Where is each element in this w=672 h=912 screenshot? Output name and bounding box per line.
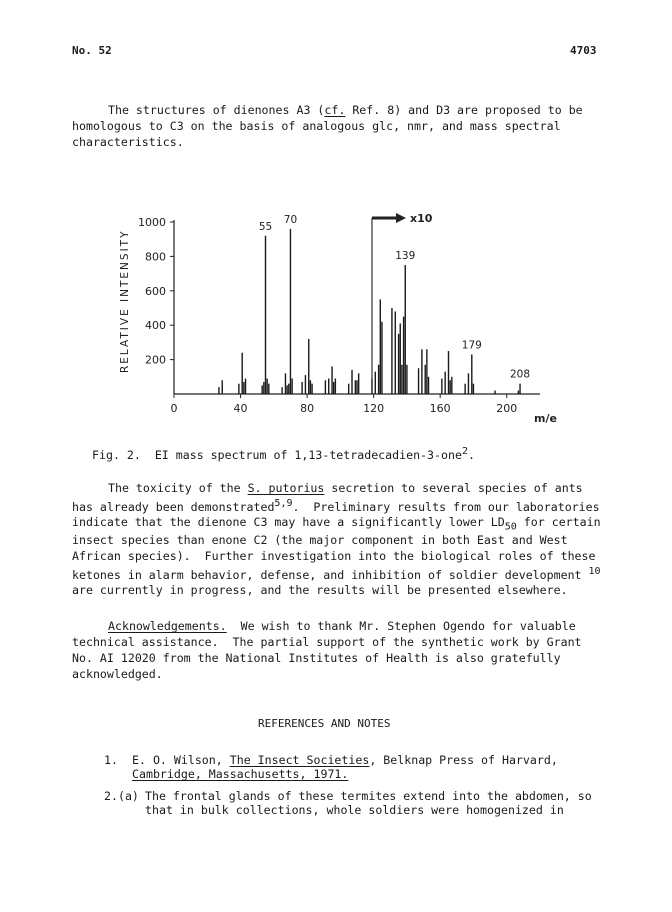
book-title: The Insect Societies (229, 753, 370, 767)
species-name: S. putorius (247, 481, 325, 495)
text-run: Ref. 8) and D3 are proposed to be (345, 103, 583, 117)
text-run: The structures of dienones A3 ( (108, 103, 325, 117)
y-tick-label: 600 (145, 284, 166, 298)
x-tick-label: 40 (233, 402, 248, 415)
paragraph-2-line-7: are currently in progress, and the results will be presented elsewhere. (72, 583, 568, 597)
caption-end: . (467, 447, 475, 462)
ref-1-publisher-loc: Cambridge, Massachusetts, 1971. (132, 767, 349, 781)
page-number: 4703 (570, 44, 597, 57)
ack-line-1 (108, 618, 576, 634)
paragraph-1-line-2: homologous to C3 on the basis of analogous glc, nmr, and mass spectral (72, 119, 561, 133)
peak-label: 208 (510, 368, 531, 381)
y-tick-label: 800 (145, 250, 166, 264)
ack-line-4: acknowledged. (72, 667, 163, 681)
paragraph-2-line-4: insect species than enone C2 (the major component in both East and West (72, 533, 568, 547)
y-tick-label: 1000 (138, 216, 166, 229)
paragraph-2-line-6 (72, 564, 601, 583)
x-tick-label: 120 (363, 402, 385, 415)
y-tick-label: 400 (145, 319, 166, 333)
ref-1-line-2 (132, 766, 348, 782)
x-tick-label: 160 (429, 402, 451, 415)
y-ticks (138, 216, 174, 367)
text-run: has already been demonstrated (72, 499, 275, 514)
text-run: . Preliminary results from our laboratories (292, 499, 600, 514)
paragraph-1-line-1 (108, 102, 583, 118)
text-run: secretion to several species of ants (324, 481, 583, 495)
ack-heading: Acknowledgements. (108, 619, 227, 633)
paragraph-1-line-3: characteristics. (72, 135, 184, 149)
text-run: The toxicity of the (108, 481, 248, 495)
y-axis-label: RELATIVE INTENSITY (119, 229, 131, 373)
text-run: E. O. Wilson, (132, 753, 230, 767)
x-axis-label: m/e (534, 412, 557, 425)
peak-labels (259, 214, 530, 381)
caption-text: Fig. 2. EI mass spectrum of 1,13-tetradecadien-3-one (92, 447, 462, 462)
ref-2-line-1: The frontal glands of these termites extend into the abdomen, so (145, 789, 592, 803)
ref-1-number: 1. (104, 753, 118, 767)
caption-ref: 2 (461, 446, 468, 457)
ack-line-3: No. AI 12020 from the National Institutes of Health is also gratefully (72, 651, 561, 665)
citation: 10 (588, 566, 601, 577)
peak-label: 139 (395, 250, 416, 262)
x-ticks (171, 394, 518, 415)
ld50-subscript: 50 (504, 521, 517, 533)
paragraph-2-line-5: African species). Further investigation into the biological roles of these (72, 549, 596, 563)
paragraph-2-line-2 (72, 496, 600, 515)
x-tick-label: 0 (170, 402, 178, 415)
x-tick-label: 80 (300, 402, 315, 415)
spectrum-peaks (219, 229, 520, 394)
text-run: ketones in alarm behavior, defense, and inhibition of soldier development (72, 567, 589, 582)
cf-abbrev: cf. (324, 103, 346, 117)
x-tick-label: 200 (496, 402, 518, 415)
peak-label: 179 (461, 339, 482, 352)
ack-line-2: technical assistance. The partial support of the synthetic work by Grant (72, 635, 582, 649)
page-number-label: No. 52 (72, 44, 112, 57)
zoom-arrow-head (396, 213, 406, 223)
ref-2-line-2: that in bulk collections, whole soldiers were homogenized in (145, 803, 564, 817)
text-run: , Belknap Press of Harvard, (369, 753, 558, 767)
mass-spectrum-chart (70, 198, 590, 428)
ref-2-number: 2.(a) (104, 789, 139, 803)
paragraph-2-line-1 (108, 480, 583, 496)
figure-caption (92, 444, 475, 463)
peak-label: 70 (283, 213, 298, 226)
peak-label: 55 (258, 220, 273, 233)
references-heading: REFERENCES AND NOTES (258, 717, 391, 730)
zoom-annotation: x10 (410, 212, 433, 225)
y-tick-label: 200 (145, 353, 166, 367)
text-run: for certain (516, 515, 601, 529)
text-run: indicate that the dienone C3 may have a significantly lower LD (72, 515, 505, 529)
text-run: We wish to thank Mr. Stephen Ogendo for valuable (226, 619, 576, 633)
citation: 5,9 (274, 498, 293, 509)
